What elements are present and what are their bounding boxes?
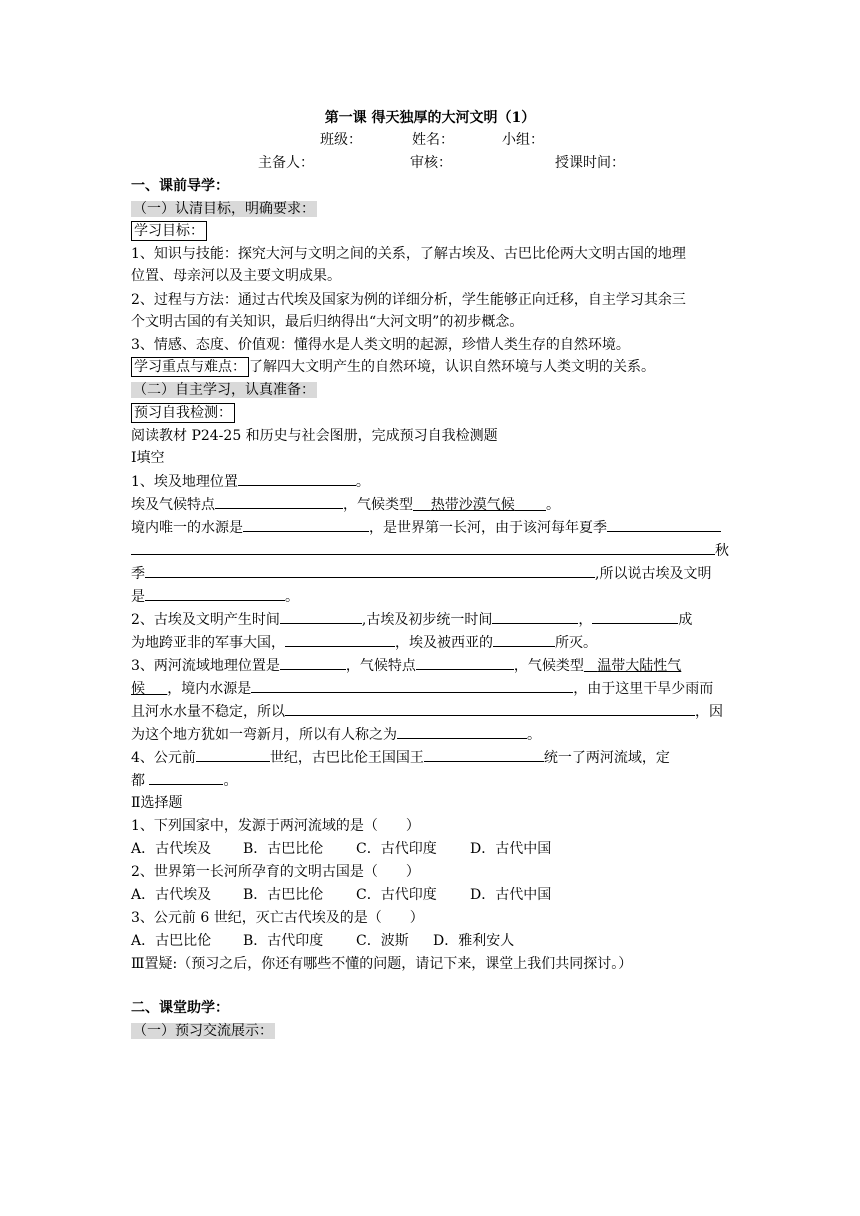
q1-location-label: 1、埃及地理位置 [131, 474, 238, 490]
choice2-option-d[interactable]: D．古代中国 [470, 887, 552, 903]
q3-crescent-blank[interactable] [397, 724, 527, 739]
choice3-option-b[interactable]: B．古代印度 [243, 933, 324, 949]
q4-king-label: 世纪，古巴比伦王国国王 [269, 750, 424, 766]
q1-location-blank[interactable] [238, 471, 356, 486]
key-points-text: 了解四大文明产生的自然环境，认识自然环境与人类文明的关系。 [249, 359, 655, 375]
info-class-label: 班级： [320, 132, 362, 148]
info-name-label: 姓名： [412, 132, 454, 148]
q3-because-a: ，因 [695, 704, 723, 720]
doubt-prompt: Ⅲ置疑:（预习之后，你还有哪些不懂的问题，请记下来，课堂上我们共同探讨。） [131, 956, 633, 972]
q1-climate-period: 。 [545, 497, 560, 513]
self-check-label: 预习自我检测： [131, 403, 235, 423]
q2-origin-label: 2、古埃及文明产生时间 [131, 612, 280, 628]
q1-climate-blank[interactable] [215, 494, 343, 509]
goal1-line-a: 1、知识与技能：探究大河与文明之间的关系，了解古埃及、古巴比伦两大文明古国的地理 [131, 246, 686, 262]
q4-period: 。 [223, 773, 238, 789]
q1-autumn-blank[interactable] [145, 563, 595, 578]
choice1-question: 1、下列国家中，发源于两河流域的是（ ） [131, 818, 420, 834]
choice3-option-c[interactable]: C．波斯 [356, 933, 409, 949]
q3-location-blank[interactable] [280, 655, 346, 670]
info-reviewer-label: 审核： [410, 155, 452, 171]
goal1-line-b: 位置、母亲河以及主要文明成果。 [131, 268, 341, 284]
q2-become-a: 成 [678, 612, 693, 628]
choice1-option-a[interactable]: A．古代埃及 [131, 841, 212, 857]
q2-event-blank[interactable] [285, 632, 395, 647]
q2-unify-label: ,古埃及初步统一时间 [361, 612, 493, 628]
q1-civilization-text: ,所以说古埃及文明 [595, 566, 712, 582]
q2-destroyed-text: 所灭。 [555, 635, 597, 651]
info-group-label: 小组： [502, 132, 544, 148]
q2-origin-blank[interactable] [280, 609, 362, 624]
q2-empire-blank[interactable] [592, 609, 678, 624]
q3-water-label: ，境内水源是 [167, 681, 252, 697]
q3-climate-type-answer-b: 候 [131, 681, 145, 697]
q3-water-blank[interactable] [251, 678, 573, 693]
q1-summer-blank-a[interactable] [607, 517, 721, 532]
q3-climate-blank[interactable] [416, 655, 514, 670]
q4-capital-label: 都 [131, 773, 145, 789]
info-preparer-label: 主备人： [258, 155, 314, 171]
q2-unify-blank[interactable] [492, 609, 578, 624]
q1-period: 。 [355, 474, 370, 490]
q1-water-label: 境内唯一的水源是 [131, 520, 243, 536]
q1-autumn-b: 季 [131, 566, 145, 582]
q3-period: 。 [527, 727, 541, 743]
q1-summer-blank-b[interactable] [131, 540, 715, 555]
goals-label: 学习目标： [131, 221, 207, 241]
choice2-option-b[interactable]: B．古巴比伦 [243, 887, 324, 903]
q1-nile-text: ，是世界第一长河，由于该河每年夏季 [369, 520, 607, 536]
choice2-option-c[interactable]: C．古代印度 [356, 887, 437, 903]
section2-heading: 二、课堂助学： [131, 1000, 229, 1016]
reading-instruction: 阅读教材 P24-25 和历史与社会图册，完成预习自我检测题 [131, 428, 498, 444]
q1-is-text: 是 [131, 589, 145, 605]
q4-unify-text: 统一了两河流域，定 [543, 750, 670, 766]
sub2-heading: （二）自主学习，认真准备： [133, 382, 315, 398]
q2-become-b: 为地跨亚非的军事大国， [131, 635, 285, 651]
section2-sub1-heading: （一）预习交流展示： [133, 1023, 273, 1039]
choice2-question: 2、世界第一长河所孕育的文明古国是（ ） [131, 864, 420, 880]
goal2-line-b: 个文明古国的有关知识，最后归纳得出“大河文明”的初步概念。 [131, 314, 524, 330]
q3-arid-text: ，由于这里干旱少雨而 [573, 681, 714, 697]
page-title: 第一课 得天独厚的大河文明（1） [324, 110, 536, 126]
fill-blank-title: Ⅰ填空 [131, 450, 165, 466]
q2-conquered-label: ，埃及被西亚的 [395, 635, 493, 651]
choice2-option-a[interactable]: A．古代埃及 [131, 887, 212, 903]
q3-climate-type-answer-a: 温带大陆性气 [597, 658, 682, 674]
q4-king-blank[interactable] [424, 747, 544, 762]
q2-conqueror-blank[interactable] [493, 632, 555, 647]
choice3-question: 3、公元前 6 世纪，灭亡古代埃及的是（ ） [131, 910, 424, 926]
q3-result-blank[interactable] [285, 701, 695, 716]
q3-crescent-text: 为这个地方犹如一弯新月，所以有人称之为 [131, 727, 397, 743]
q1-climate-label: 埃及气候特点 [131, 497, 215, 513]
q1-final-period: 。 [285, 589, 299, 605]
choice3-option-d[interactable]: D．雅利安人 [433, 933, 515, 949]
goal2-line-a: 2、过程与方法：通过古代埃及国家为例的详细分析，学生能够正向迁移，自主学习其余三 [131, 292, 686, 308]
info-time-label: 授课时间： [555, 155, 625, 171]
choice-title: Ⅱ选择题 [131, 795, 183, 811]
q1-water-blank[interactable] [243, 517, 369, 532]
q4-century-blank[interactable] [196, 747, 270, 762]
q3-climate-label: ，气候特点 [345, 658, 416, 674]
q3-location-label: 3、两河流域地理位置是 [131, 658, 280, 674]
choice1-option-d[interactable]: D．古代中国 [470, 841, 552, 857]
choice1-option-b[interactable]: B．古巴比伦 [243, 841, 324, 857]
sub1-heading: （一）认清目标，明确要求： [133, 201, 315, 217]
choice3-option-a[interactable]: A．古巴比伦 [131, 933, 212, 949]
goal3-line: 3、情感、态度、价值观：懂得水是人类文明的起源，珍惜人类生存的自然环境。 [131, 337, 630, 353]
q1-autumn-a: 秋 [715, 543, 729, 559]
choice1-option-c[interactable]: C．古代印度 [356, 841, 437, 857]
q2-comma: ， [578, 612, 593, 628]
q3-climate-type-label: ，气候类型 [513, 658, 584, 674]
section1-heading: 一、课前导学： [131, 178, 229, 194]
q4-bc-label: 4、公元前 [131, 750, 196, 766]
q4-capital-blank[interactable] [149, 770, 223, 785]
q1-climate-type-answer: 热带沙漠气候 [430, 497, 515, 513]
key-points-label: 学习重点与难点： [131, 357, 249, 377]
q1-civilization-blank[interactable] [145, 586, 285, 601]
q1-climate-type-label: ，气候类型 [343, 497, 413, 513]
q3-so-text: 且河水水量不稳定，所以 [131, 704, 285, 720]
